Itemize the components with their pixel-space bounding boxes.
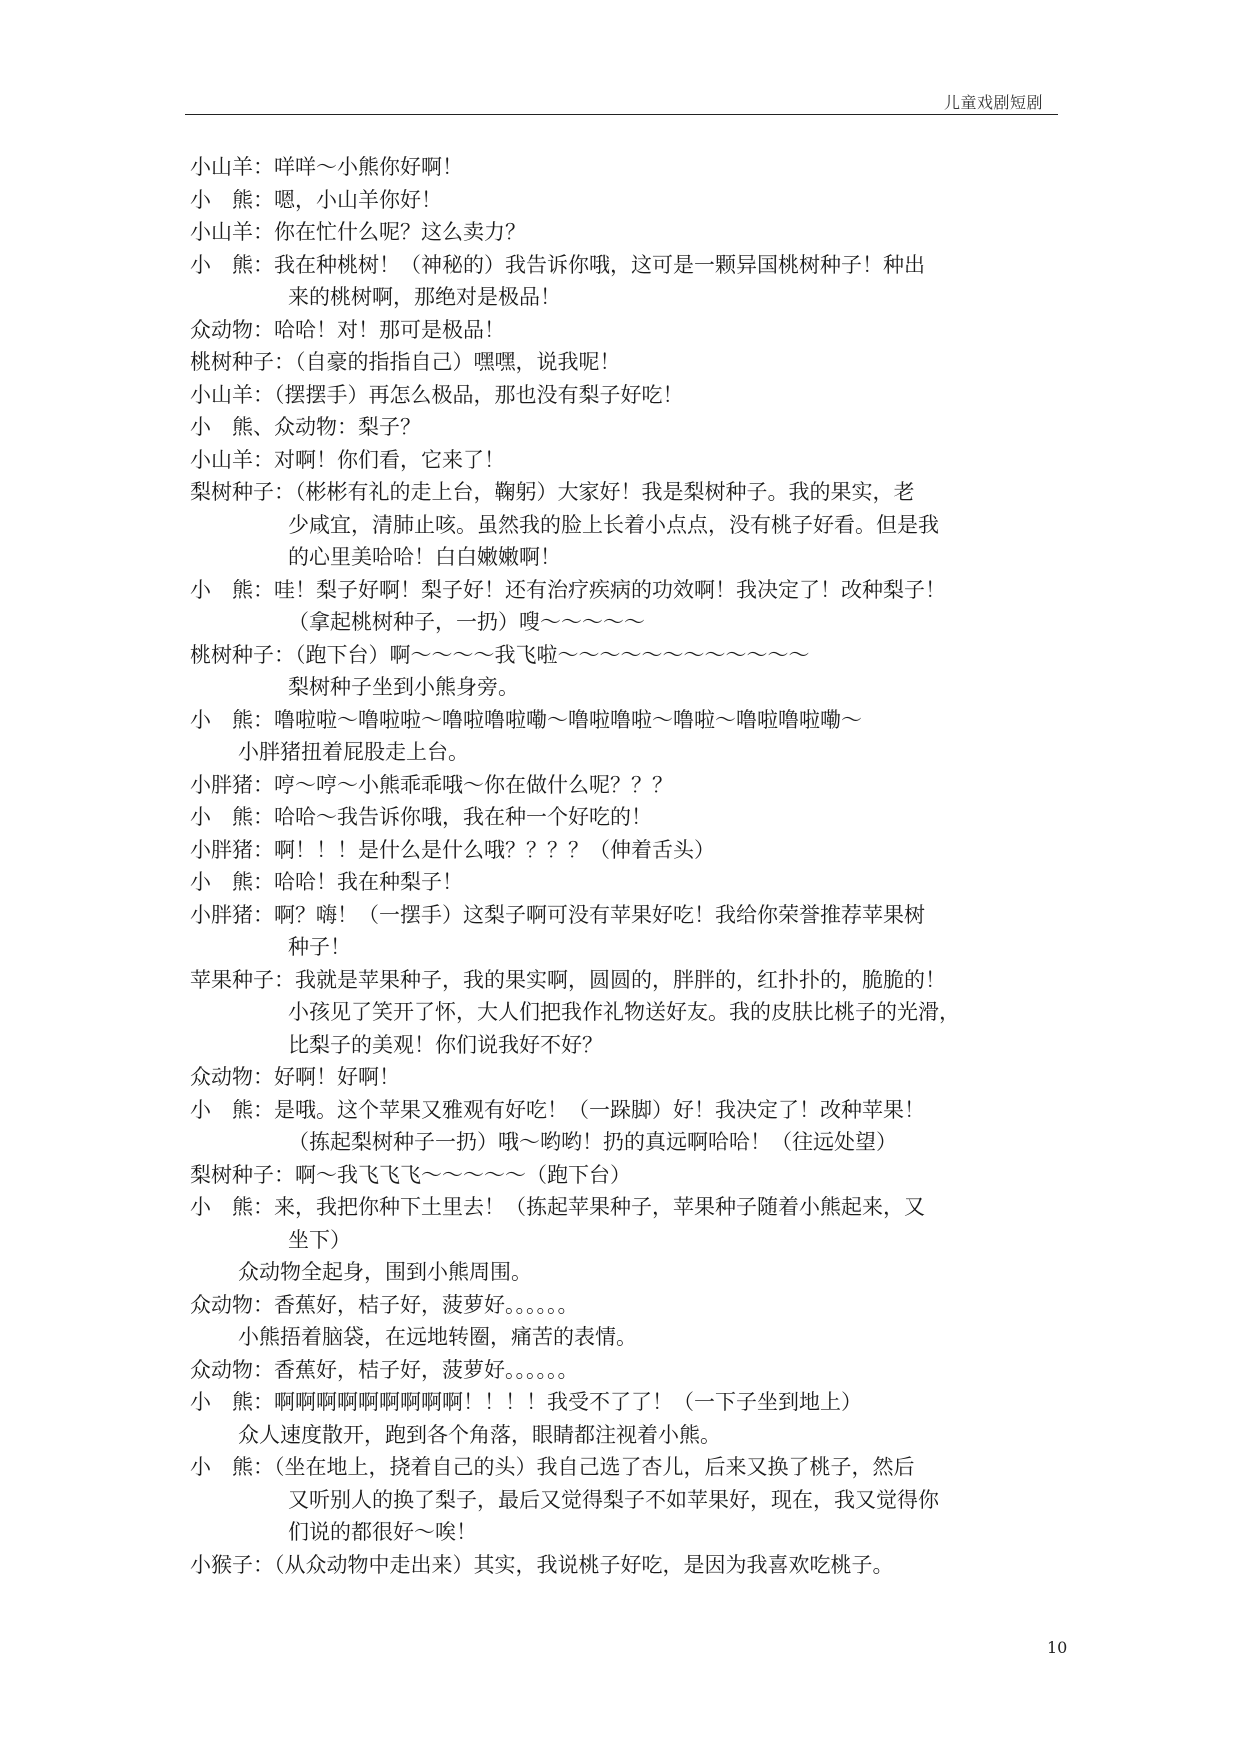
speaker-name: 小 熊：: [190, 1097, 274, 1122]
line-text: 哈哈！对！那可是极品！: [274, 317, 505, 342]
speaker-name: 小胖猪：: [190, 837, 274, 862]
line-text: 梨子？: [358, 415, 421, 439]
dialog-continuation: [190, 541, 1070, 574]
line-text: 小熊捂着脑袋，在远地转圈，痛苦的表情。: [238, 1325, 637, 1349]
dialog-continuation: [190, 1484, 1070, 1517]
speaker-name: 小山羊：: [190, 447, 274, 472]
speaker-name: 小猴子：: [190, 1552, 274, 1577]
line-text: 众人速度散开，跑到各个角落，眼睛都注视着小熊。: [238, 1422, 721, 1447]
line-text: 噜啦啦～噜啦啦～噜啦噜啦嘞～噜啦噜啦～噜啦～噜啦噜啦嘞～: [274, 707, 862, 732]
dialog-continuation: [190, 931, 1070, 964]
dialog-line: [190, 1386, 1070, 1419]
speaker-name: 小 熊：: [190, 187, 274, 212]
line-text: 啊啊啊啊啊啊啊啊啊！！！！我受不了了！（一下子坐到地上）: [274, 1390, 862, 1414]
line-text: （跑下台）啊～～～～我飞啦～～～～～～～～～～～～: [295, 642, 810, 667]
header-rule: [185, 114, 1058, 115]
line-text: 来，我把你种下土里去！（拣起苹果种子，苹果种子随着小熊起来，又: [274, 1195, 925, 1219]
speaker-name: 小 熊：: [190, 252, 274, 277]
line-text: 小孩见了笑开了怀，大人们把我作礼物送好友。我的皮肤比桃子的光滑，: [288, 1000, 960, 1024]
dialog-line: [190, 801, 1070, 834]
line-text: （从众动物中走出来）其实，我说桃子好吃，是因为我喜欢吃桃子。: [274, 1552, 894, 1577]
line-text: 种子！: [288, 935, 351, 959]
line-text: （拿起桃树种子，一扔）嗖～～～～～: [288, 610, 645, 634]
dialog-line: [190, 476, 1070, 509]
dialog-continuation: [190, 1029, 1070, 1062]
speaker-name: 小胖猪：: [190, 772, 274, 797]
line-text: 咩咩～小熊你好啊！: [274, 155, 463, 179]
dialog-line: [190, 704, 1070, 737]
speaker-name: 众动物：: [190, 1292, 274, 1317]
dialog-line: [190, 184, 1070, 217]
dialog-continuation: [190, 996, 1070, 1029]
speaker-name: 小 熊、众动物：: [190, 415, 358, 439]
line-text: （彬彬有礼的走上台，鞠躬）大家好！我是梨树种子。我的果实，老: [295, 480, 915, 504]
line-text: （坐在地上，挠着自己的头）我自己选了杏儿，后来又换了桃子，然后: [274, 1455, 915, 1479]
line-text: 啊～我飞飞飞～～～～～（跑下台）: [295, 1162, 631, 1187]
speaker-name: 小 熊：: [190, 805, 274, 829]
line-text: 来的桃树啊，那绝对是极品！: [288, 285, 561, 309]
stage-direction: [190, 736, 1070, 769]
dialog-line: [190, 151, 1070, 184]
dialog-line: [190, 1094, 1070, 1127]
line-text: 啊！！！是什么是什么哦？？？？（伸着舌头）: [274, 837, 715, 862]
speaker-name: 小 熊：: [190, 1195, 274, 1219]
line-text: 们说的都很好～唉！: [288, 1520, 477, 1544]
speaker-name: 苹果种子：: [190, 967, 295, 992]
speaker-name: 小 熊：: [190, 1455, 274, 1479]
dialog-line: [190, 1451, 1070, 1484]
speaker-name: 小 熊：: [190, 577, 274, 602]
speaker-name: 小 熊：: [190, 707, 274, 732]
speaker-name: 梨树种子：: [190, 480, 295, 504]
dialog-continuation: [190, 281, 1070, 314]
speaker-name: 桃树种子：: [190, 642, 295, 667]
dialog-continuation: [190, 1516, 1070, 1549]
line-text: 的心里美哈哈！白白嫩嫩啊！: [288, 545, 561, 569]
speaker-name: 众动物：: [190, 317, 274, 342]
line-text: 哈哈～我告诉你哦，我在种一个好吃的！: [274, 805, 652, 829]
script-body: [190, 151, 1070, 1581]
dialog-continuation: [190, 606, 1070, 639]
line-text: 哇！梨子好啊！梨子好！还有治疗疾病的功效啊！我决定了！改种梨子！: [274, 577, 946, 602]
dialog-line: [190, 1549, 1070, 1582]
stage-direction: [190, 1419, 1070, 1452]
speaker-name: 小胖猪：: [190, 902, 274, 927]
speaker-name: 小山羊：: [190, 220, 274, 244]
dialog-line: [190, 411, 1070, 444]
dialog-line: [190, 379, 1070, 412]
dialog-line: [190, 1061, 1070, 1094]
dialog-line: [190, 1191, 1070, 1224]
dialog-line: [190, 444, 1070, 477]
dialog-line: [190, 249, 1070, 282]
line-text: 众动物全起身，围到小熊周围。: [238, 1260, 532, 1284]
line-text: 小胖猪扭着屁股走上台。: [238, 740, 469, 764]
line-text: 嗯，小山羊你好！: [274, 187, 442, 212]
dialog-continuation: [190, 509, 1070, 542]
line-text: 哈哈！我在种梨子！: [274, 870, 463, 894]
line-text: 少咸宜，清肺止咳。虽然我的脸上长着小点点，没有桃子好看。但是我: [288, 512, 939, 537]
speaker-name: 众动物：: [190, 1065, 274, 1089]
dialog-line: [190, 346, 1070, 379]
dialog-line: [190, 1354, 1070, 1387]
line-text: 哼～哼～小熊乖乖哦～你在做什么呢？？？: [274, 772, 673, 797]
speaker-name: 小 熊：: [190, 870, 274, 894]
line-text: 比梨子的美观！你们说我好不好？: [288, 1032, 603, 1057]
dialog-line: [190, 314, 1070, 347]
line-text: （拣起梨树种子一扔）哦～哟哟！扔的真远啊哈哈！（往远处望）: [288, 1130, 897, 1154]
line-text: 又听别人的换了梨子，最后又觉得梨子不如苹果好，现在，我又觉得你: [288, 1487, 939, 1512]
speaker-name: 小 熊：: [190, 1390, 274, 1414]
line-text: 梨树种子坐到小熊身旁。: [288, 675, 519, 699]
line-text: 对啊！你们看，它来了！: [274, 447, 505, 472]
line-text: 香蕉好，桔子好，菠萝好。。。。。。: [274, 1292, 579, 1317]
line-text: 我在种桃树！（神秘的）我告诉你哦，这可是一颗异国桃树种子！种出: [274, 252, 925, 277]
line-text: （自豪的指指自己）嘿嘿，说我呢！: [295, 350, 621, 374]
dialog-line: [190, 866, 1070, 899]
line-text: 啊？嗨！（一摆手）这梨子啊可没有苹果好吃！我给你荣誉推荐苹果树: [274, 902, 925, 927]
speaker-name: 梨树种子：: [190, 1162, 295, 1187]
dialog-line: [190, 1159, 1070, 1192]
stage-direction: [190, 1321, 1070, 1354]
page-number: 10: [1047, 1638, 1068, 1657]
speaker-name: 小山羊：: [190, 382, 274, 407]
dialog-line: [190, 639, 1070, 672]
line-text: 好啊！好啊！: [274, 1065, 400, 1089]
line-text: 香蕉好，桔子好，菠萝好。。。。。。: [274, 1357, 579, 1382]
line-text: 我就是苹果种子，我的果实啊，圆圆的，胖胖的，红扑扑的，脆脆的！: [295, 967, 946, 992]
dialog-line: [190, 216, 1070, 249]
line-text: 坐下）: [288, 1227, 351, 1252]
speaker-name: 桃树种子：: [190, 350, 295, 374]
dialog-continuation: [190, 1126, 1070, 1159]
dialog-line: [190, 769, 1070, 802]
line-text: 是哦。这个苹果又雅观有好吃！（一跺脚）好！我决定了！改种苹果！: [274, 1097, 925, 1122]
dialog-line: [190, 1289, 1070, 1322]
dialog-line: [190, 834, 1070, 867]
speaker-name: 众动物：: [190, 1357, 274, 1382]
dialog-line: [190, 899, 1070, 932]
dialog-continuation: [190, 1224, 1070, 1257]
dialog-line: [190, 964, 1070, 997]
stage-direction: [190, 1256, 1070, 1289]
line-text: 你在忙什么呢？这么卖力？: [274, 220, 526, 244]
dialog-continuation: [190, 671, 1070, 704]
line-text: （摆摆手）再怎么极品，那也没有梨子好吃！: [274, 382, 684, 407]
running-header-title: 儿童戏剧短剧: [943, 93, 1043, 112]
speaker-name: 小山羊：: [190, 155, 274, 179]
dialog-line: [190, 574, 1070, 607]
